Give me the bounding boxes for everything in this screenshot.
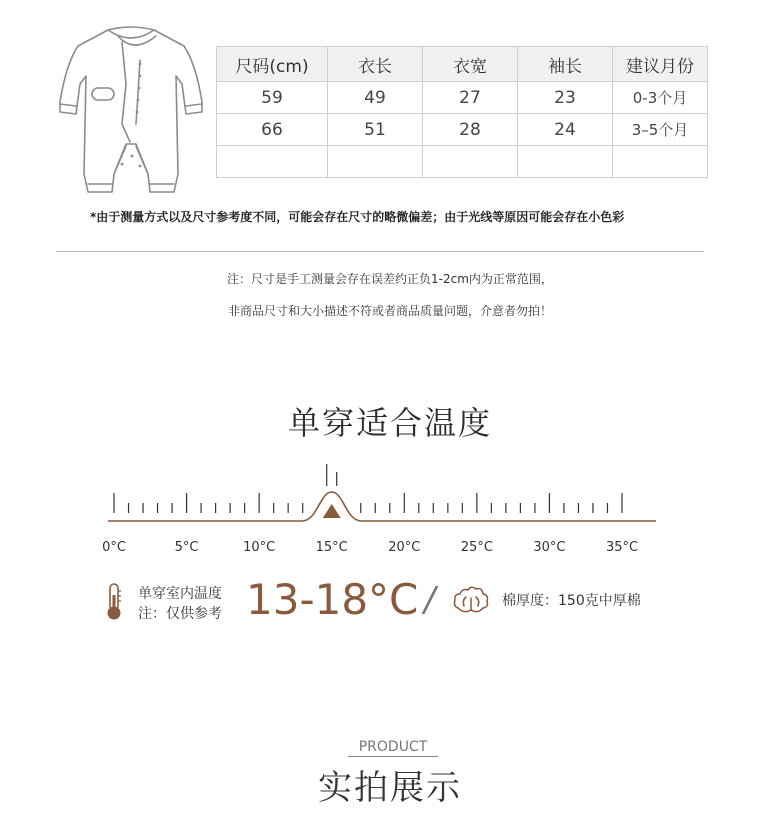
scale-label: 30°C (533, 540, 566, 555)
divider (56, 251, 704, 252)
table-cell: 66 (217, 114, 328, 146)
marker-triangle-icon (323, 504, 341, 518)
header-length: 衣长 (328, 47, 423, 82)
indoor-temperature-label: 单穿室内温度 (138, 586, 222, 602)
header-size: 尺码(cm) (217, 47, 328, 82)
reference-note: 注：仅供参考 (138, 606, 222, 622)
scale-label: 5°C (174, 540, 199, 555)
table-cell: 24 (518, 114, 613, 146)
table-row (217, 82, 708, 114)
scale-label: 35°C (605, 540, 639, 555)
return-note: 非商品尺寸和大小描述不符或者商品质量问题，介意者勿拍！ (227, 304, 552, 318)
table-cell (613, 146, 708, 178)
size-disclaimer: *由于测量方式以及尺寸参考度不同，可能会存在尺寸的略微偏差；由于光线等原因可能会存在小色彩 (90, 210, 625, 224)
temperature-range: 13-18°C (246, 575, 419, 624)
table-cell: 3–5个月 (613, 114, 708, 146)
measurement-note: 注：尺寸是手工测量会存在误差约正负1-2cm内为正常范围， (227, 272, 553, 286)
cotton-icon (452, 584, 490, 616)
table-row (217, 146, 708, 178)
temperature-scale (100, 458, 660, 530)
separator-slash: / (424, 580, 436, 620)
table-cell: 59 (217, 82, 328, 114)
size-table-header (217, 47, 708, 82)
table-cell: 49 (328, 82, 423, 114)
product-label-en: PRODUCT (348, 738, 438, 757)
scale-label: 15°C (315, 540, 348, 555)
table-cell (423, 146, 518, 178)
scale-label: 25°C (460, 540, 493, 555)
cotton-thickness: 棉厚度：150克中厚棉 (502, 593, 641, 609)
table-cell (328, 146, 423, 178)
table-cell: 0-3个月 (613, 82, 708, 114)
scale-label: 10°C (243, 540, 276, 555)
table-cell: 51 (328, 114, 423, 146)
scale-label: 0°C (102, 540, 126, 555)
table-row (217, 114, 708, 146)
table-cell (518, 146, 613, 178)
table-cell (217, 146, 328, 178)
table-cell: 27 (423, 82, 518, 114)
scale-label: 20°C (388, 540, 421, 555)
romper-illustration (56, 24, 206, 196)
product-showcase-title: 实拍展示 (318, 768, 462, 808)
header-width: 衣宽 (423, 47, 518, 82)
table-cell: 23 (518, 82, 613, 114)
thermometer-icon (104, 583, 124, 621)
header-sleeve: 袖长 (518, 47, 613, 82)
header-age: 建议月份 (613, 47, 708, 82)
table-cell: 28 (423, 114, 518, 146)
size-table (216, 46, 708, 178)
temperature-title: 单穿适合温度 (287, 404, 492, 442)
